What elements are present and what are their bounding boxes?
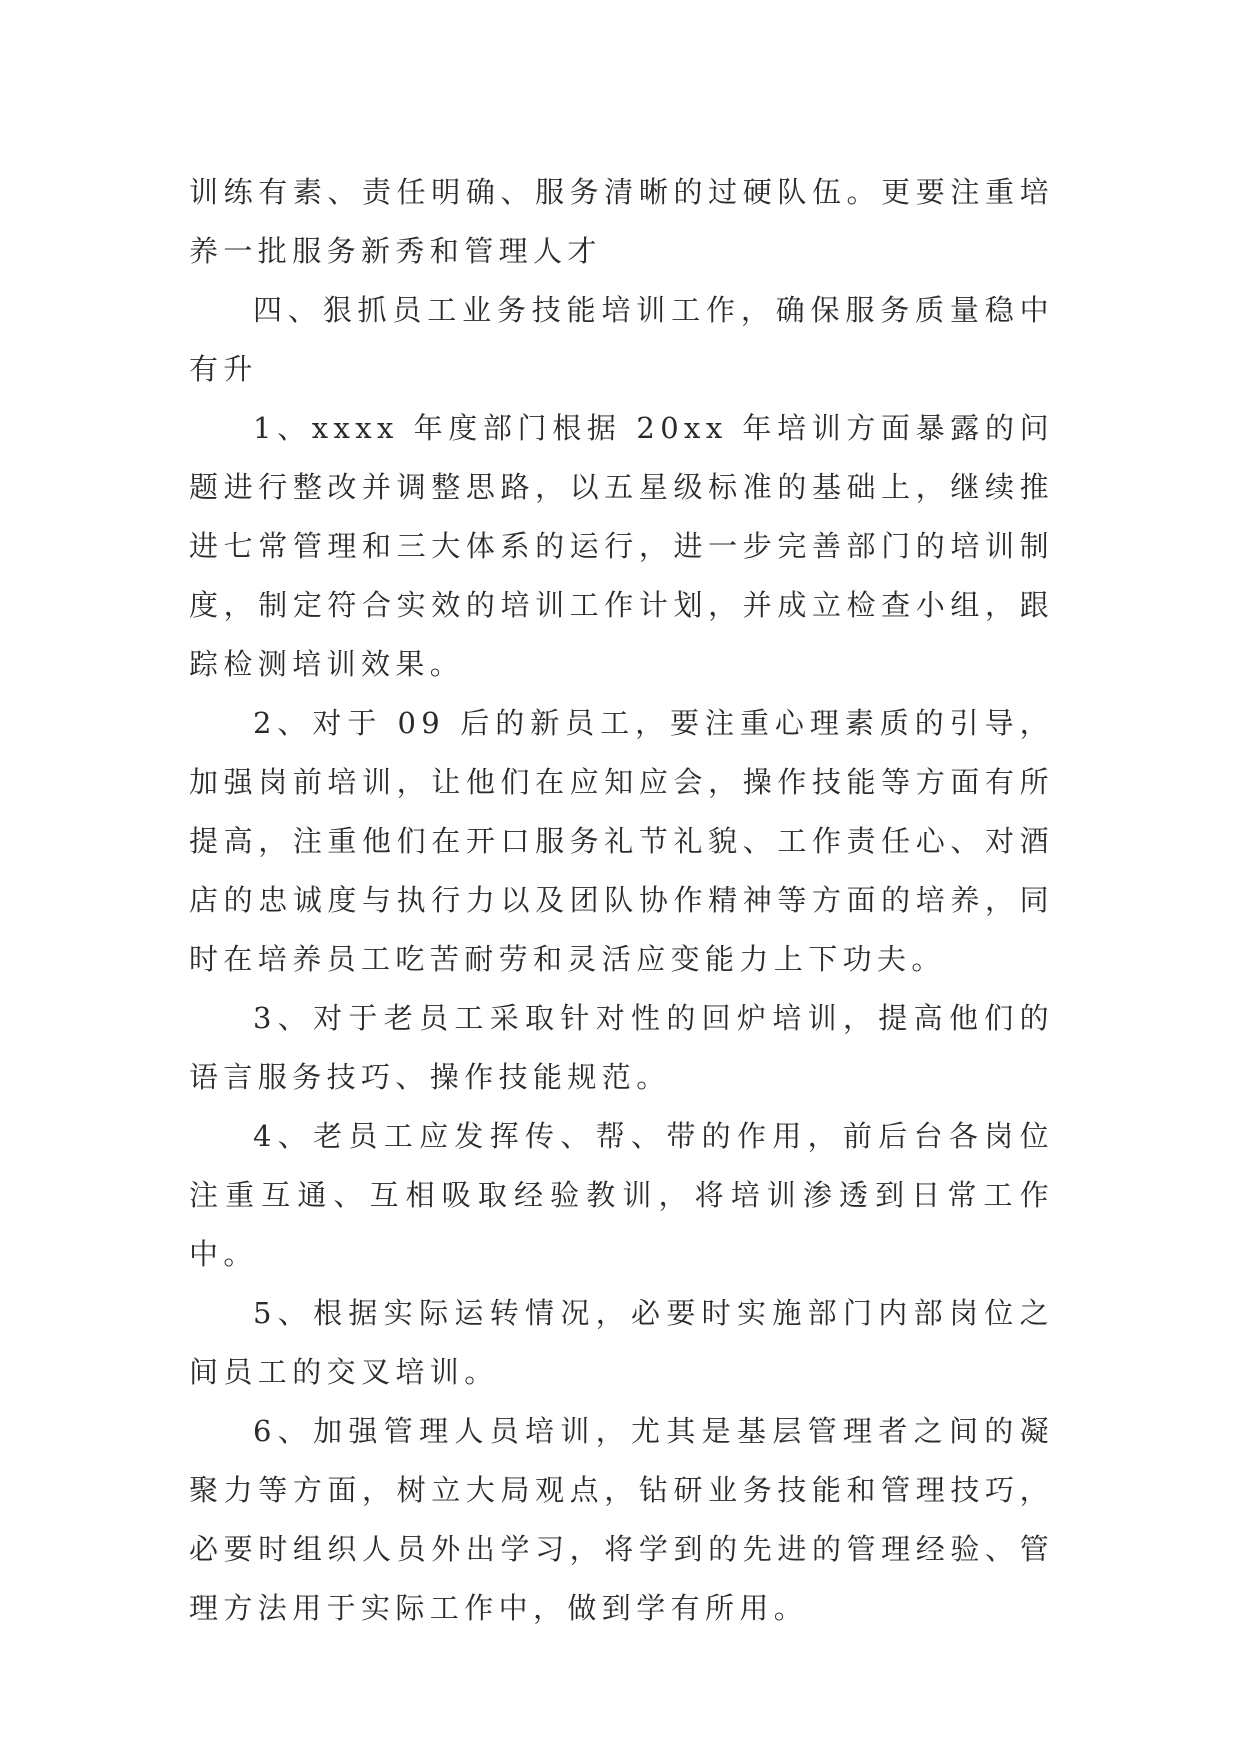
list-item-1: 1、xxxx 年度部门根据 20xx 年培训方面暴露的问题进行整改并调整思路，以五星级标准的基础上，继续推进七常管理和三大体系的运行，进一步完善部门的培训制度，制定符合实效的培训工作计划，并成立检查小组，跟踪检测培训效果。 <box>189 411 1054 681</box>
list-item-6: 6、加强管理人员培训，尤其是基层管理者之间的凝聚力等方面，树立大局观点，钻研业务技能和管理技巧，必要时组织人员外出学习，将学到的先进的管理经验、管理方法用于实际工作中，做到学有所用。 <box>189 1414 1054 1625</box>
list-item-2: 2、对于 09 后的新员工，要注重心理素质的引导，加强岗前培训，让他们在应知应会，操作技能等方面有所提高，注重他们在开口服务礼节礼貌、工作责任心、对酒店的忠诚度与执行力以及团队协作精神等方面的培养，同时在培养员工吃苦耐劳和灵活应变能力上下功夫。 <box>189 706 1054 976</box>
list-item-4: 4、老员工应发挥传、帮、带的作用，前后台各岗位注重互通、互相吸取经验教训，将培训渗透到日常工作中。 <box>189 1119 1054 1271</box>
list-item-3: 3、对于老员工采取针对性的回炉培训，提高他们的语言服务技巧、操作技能规范。 <box>189 1001 1054 1094</box>
document-body <box>189 163 1054 1638</box>
list-item-5: 5、根据实际运转情况，必要时实施部门内部岗位之间员工的交叉培训。 <box>189 1296 1054 1389</box>
paragraph-continuation: 训练有素、责任明确、服务清晰的过硬队伍。更要注重培养一批服务新秀和管理人才 <box>189 175 1054 268</box>
section-heading-4: 四、狠抓员工业务技能培训工作，确保服务质量稳中有升 <box>189 293 1054 386</box>
